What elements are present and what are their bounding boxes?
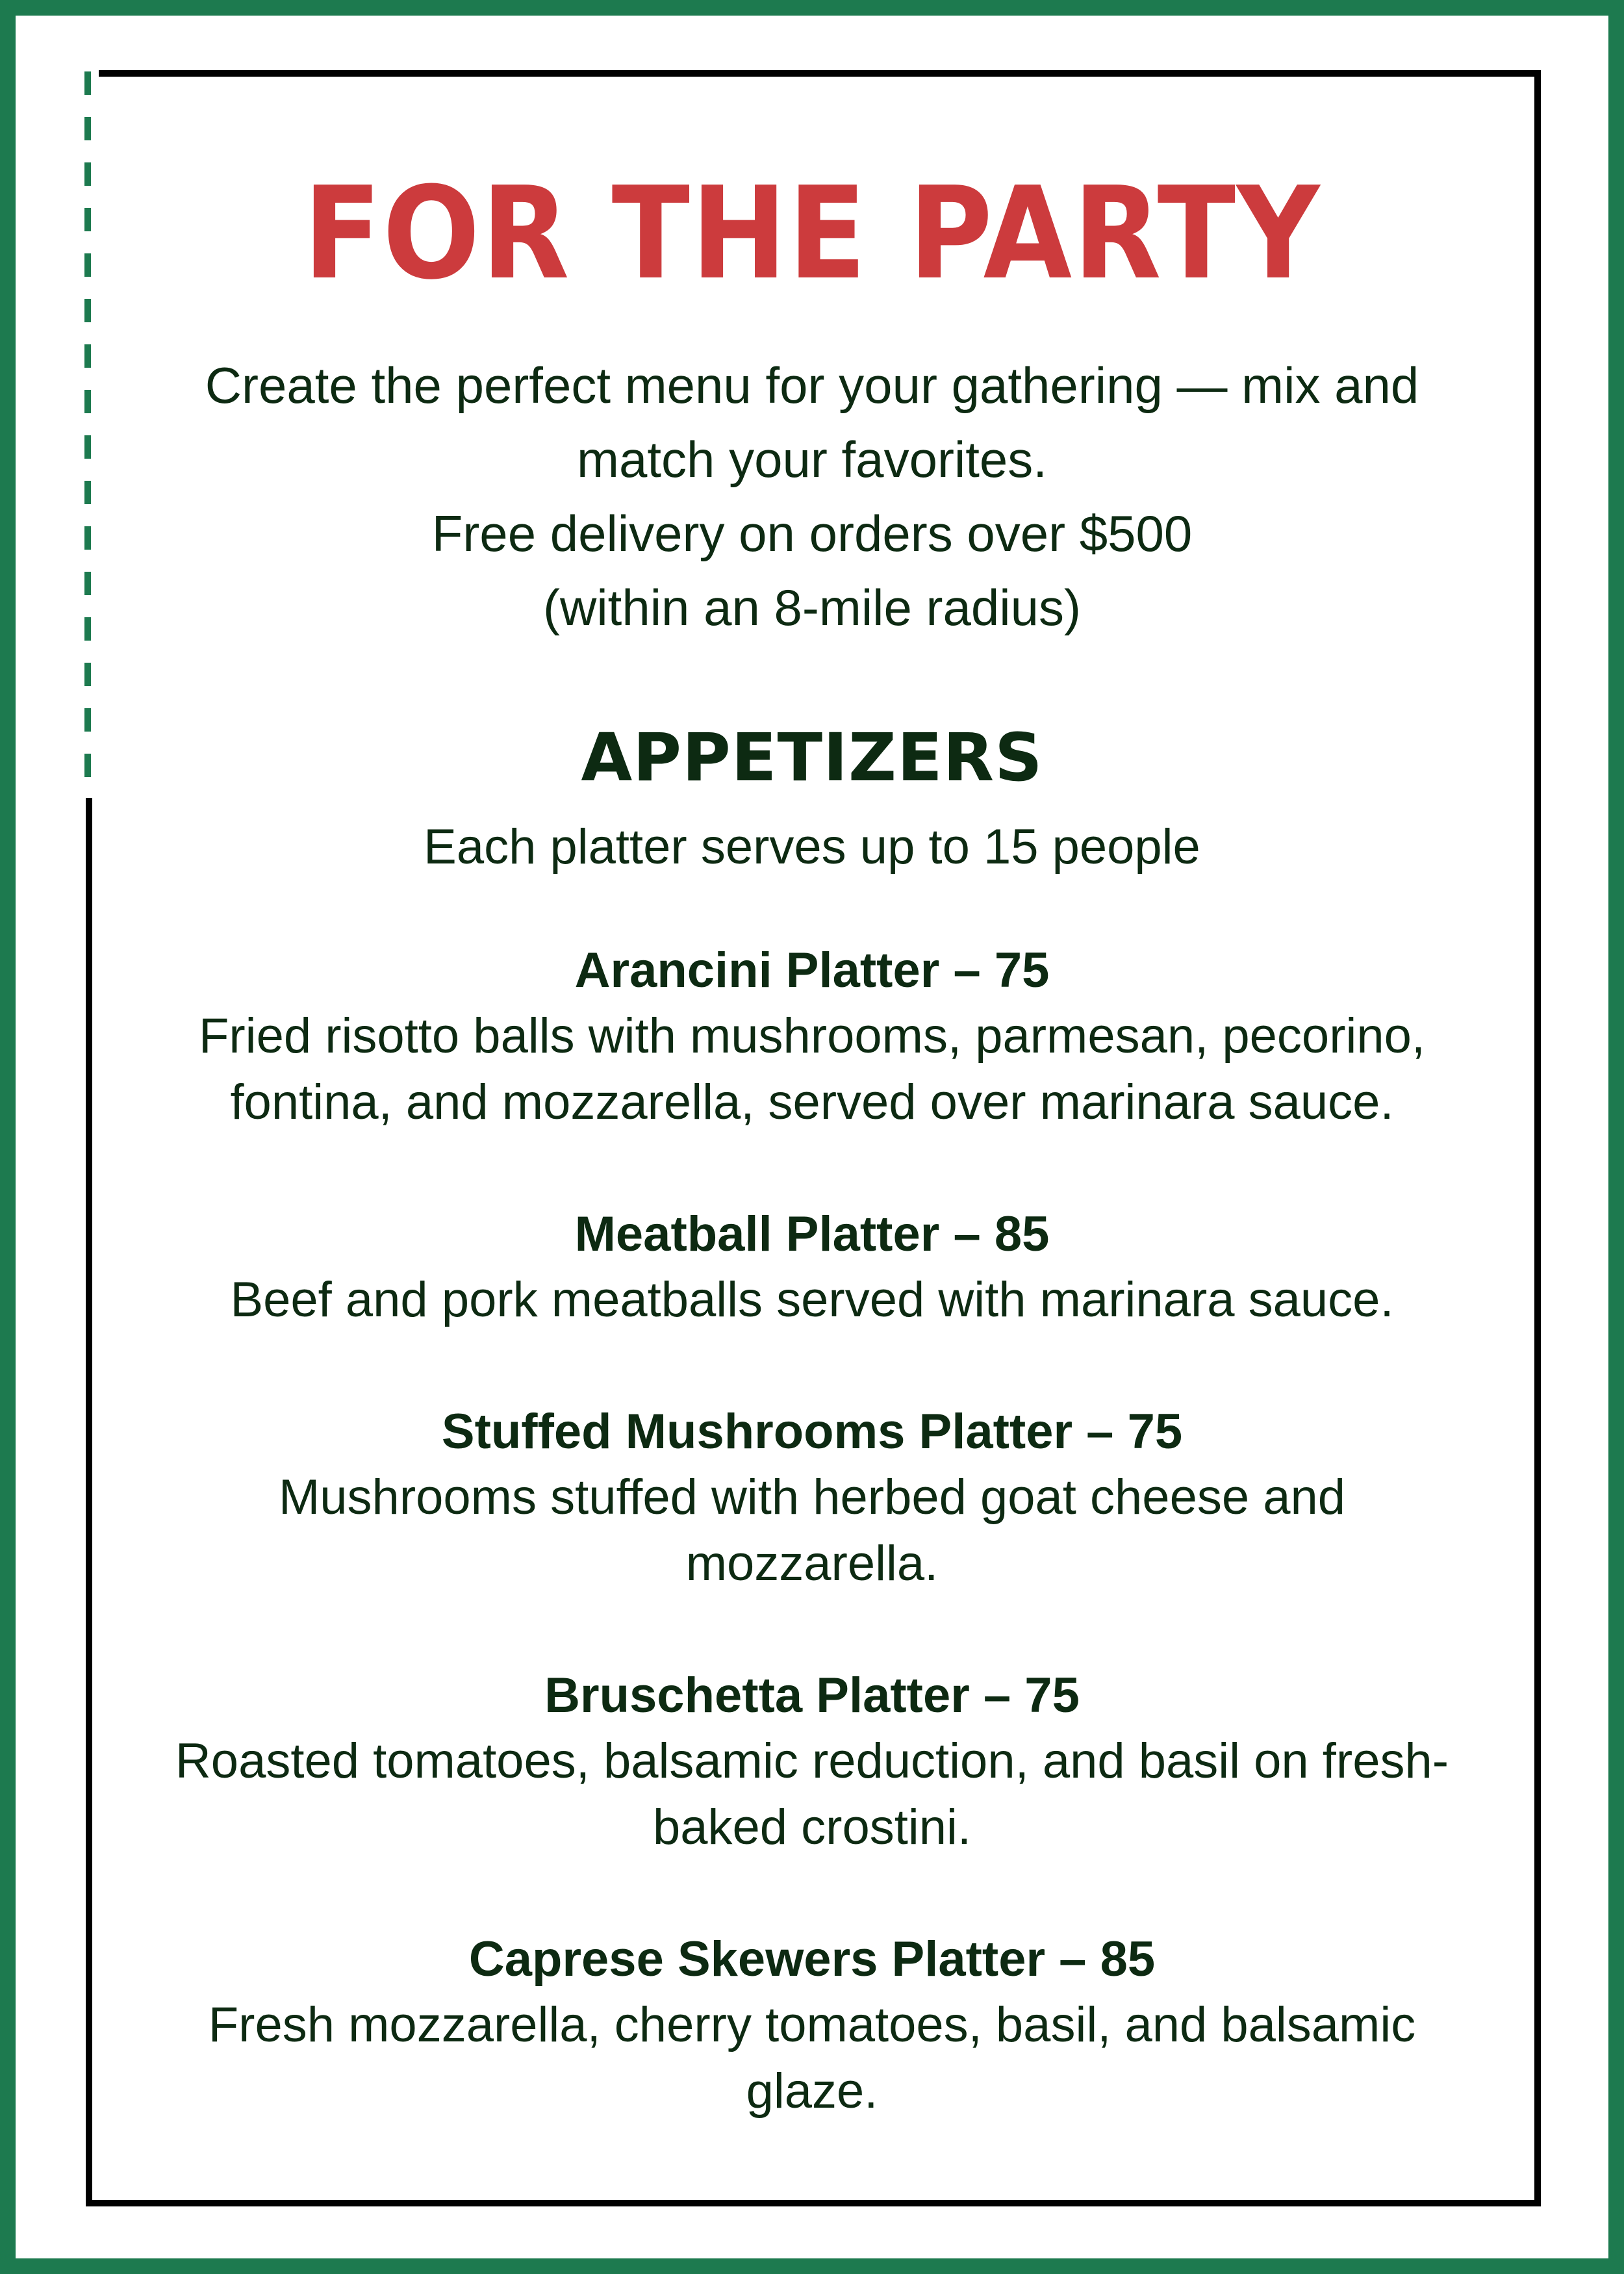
section-heading: APPETIZERS — [581, 719, 1043, 797]
menu-item — [97, 1666, 1527, 1861]
menu-item — [97, 1930, 1527, 2125]
menu-item-title: Stuffed Mushrooms Platter – 75 — [441, 1404, 1183, 1459]
menu-item-description — [97, 1992, 1527, 2125]
description-line: Mushrooms stuffed with herbed goat cheese and — [278, 1470, 1346, 1525]
menu-item-description — [97, 1728, 1527, 1861]
intro-line: Create the perfect menu for your gathering — mix and — [205, 357, 1419, 414]
page-title: FOR THE PARTY — [303, 160, 1321, 308]
menu-item — [97, 1205, 1527, 1333]
section-subtitle: Each platter serves up to 15 people — [424, 819, 1200, 875]
description-line: baked crostini. — [652, 1800, 972, 1855]
menu-item — [97, 941, 1527, 1136]
description-line: Beef and pork meatballs served with marinara sauce. — [230, 1272, 1394, 1327]
intro-line: Free delivery on orders over $500 — [431, 505, 1193, 562]
description-line: glaze. — [746, 2063, 878, 2119]
menu-item-title: Caprese Skewers Platter – 85 — [468, 1932, 1156, 1987]
description-line: Roasted tomatoes, balsamic reduction, and basil on fresh- — [175, 1733, 1449, 1789]
menu-item-title: Arancini Platter – 75 — [574, 943, 1050, 998]
description-line: Fresh mozzarella, cherry tomatoes, basil, and balsamic — [208, 1997, 1416, 2052]
menu-item — [97, 1402, 1527, 1597]
menu-items — [97, 941, 1527, 2125]
menu-content — [97, 130, 1527, 2125]
dashed-edge-line — [84, 71, 91, 793]
menu-item-title: Bruschetta Platter – 75 — [544, 1668, 1080, 1723]
intro-line: match your favorites. — [577, 431, 1047, 488]
description-line: Fried risotto balls with mushrooms, parmesan, pecorino, — [198, 1008, 1426, 1064]
intro-line: (within an 8-mile radius) — [543, 579, 1081, 636]
menu-item-description — [97, 1267, 1527, 1333]
intro-text — [97, 348, 1527, 645]
menu-item-title: Meatball Platter – 85 — [574, 1207, 1050, 1262]
description-line: fontina, and mozzarella, served over marinara sauce. — [230, 1075, 1394, 1130]
menu-item-description — [97, 1003, 1527, 1136]
description-line: mozzarella. — [685, 1536, 939, 1591]
menu-item-description — [97, 1464, 1527, 1597]
